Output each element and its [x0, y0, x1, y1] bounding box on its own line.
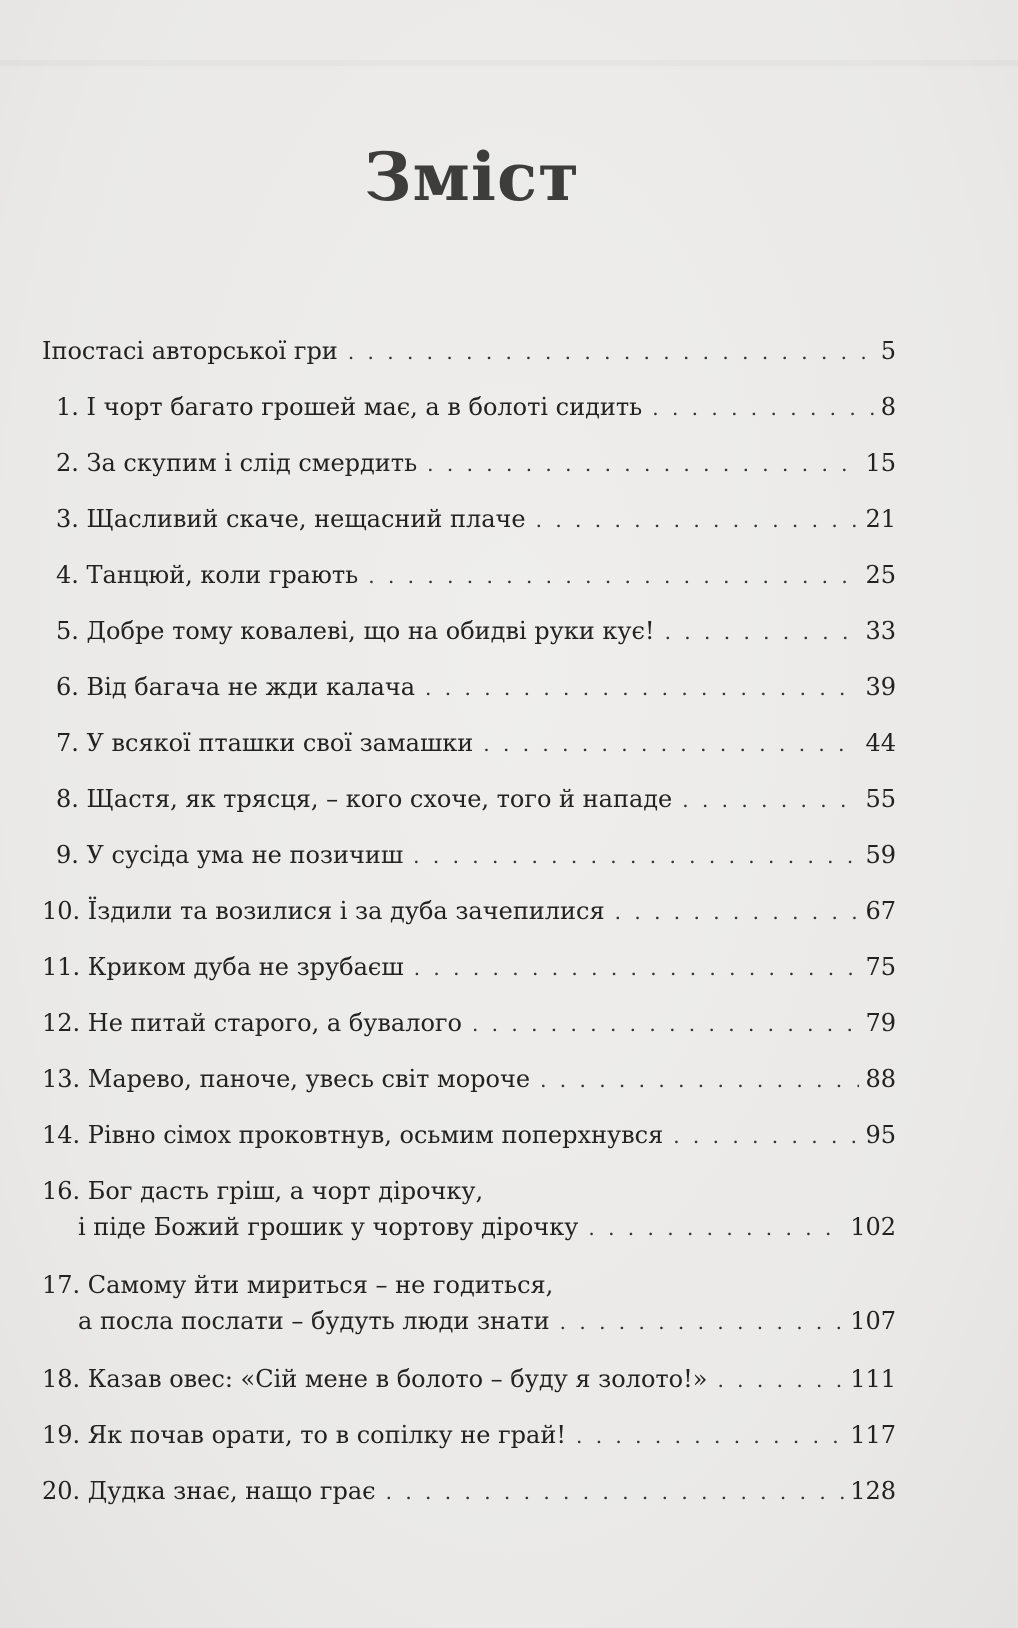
toc-page-number: 59: [865, 841, 896, 869]
toc-entry-line: [56, 725, 896, 762]
toc-entry-title: 12. Не питай старого, а бувалого: [42, 1009, 462, 1037]
dot-leader: [348, 334, 875, 370]
toc-entry-title: 2. За скупим і слід смердить: [56, 449, 418, 477]
toc-entry: [42, 1267, 896, 1361]
toc-page-number: 88: [865, 1065, 896, 1093]
toc-page-number: 15: [865, 449, 896, 477]
dot-leader: [540, 1062, 859, 1098]
toc-entry-line: [56, 389, 896, 426]
toc-entry: [42, 1061, 896, 1117]
toc-entry-title: 13. Марево, паноче, увесь світ мороче: [42, 1065, 531, 1093]
toc-entry: [42, 1173, 896, 1267]
toc-page-number: 75: [865, 953, 896, 981]
toc-entry: [42, 1117, 896, 1173]
toc-entry-title: 17. Самому йти мириться – не годиться,: [42, 1271, 554, 1299]
dot-leader: [665, 614, 860, 650]
toc-entry: [42, 1361, 896, 1417]
toc-entry-title: 10. Їздили та возилися і за дуба зачепилися: [42, 897, 605, 925]
toc-page-number: 33: [865, 617, 896, 645]
toc-entry-continuation: [42, 1303, 896, 1340]
toc-entry-line: [42, 1417, 896, 1454]
toc-entry-line: [42, 1473, 896, 1510]
toc-page-number: 111: [850, 1365, 896, 1393]
dot-leader: [386, 1474, 845, 1510]
toc-entry-line: [42, 1117, 896, 1154]
toc-page-number: 128: [850, 1477, 896, 1505]
toc-entry-title: 18. Казав овес: «Сій мене в болото – буду я золото!»: [42, 1365, 708, 1393]
dot-leader: [673, 1118, 859, 1154]
dot-leader: [560, 1304, 845, 1340]
toc-entry: [42, 1005, 896, 1061]
toc-entry-line: [42, 949, 896, 986]
toc-entry-title: 7. У всякої пташки свої замашки: [56, 729, 474, 757]
toc-entry: [42, 1417, 896, 1473]
dot-leader: [427, 446, 859, 482]
toc-entry-title: Іпостасі авторської гри: [42, 337, 338, 365]
toc-entry: [42, 837, 896, 893]
toc-entry: [42, 445, 896, 501]
toc-entry: [42, 389, 896, 445]
table-of-contents: [42, 333, 896, 1529]
toc-entry-title: 1. І чорт багато грошей має, а в болоті сидить: [56, 393, 643, 421]
toc-entry-line: [56, 501, 896, 538]
toc-entry: [42, 949, 896, 1005]
toc-entry: [42, 557, 896, 613]
toc-page-number: 5: [880, 337, 896, 365]
toc-entry-continuation: [42, 1209, 896, 1246]
toc-entry-title: 14. Рівно сімох проковтнув, осьмим поперхнувся: [42, 1121, 664, 1149]
toc-entry: [42, 333, 896, 389]
toc-entry-line: [42, 1005, 896, 1042]
toc-page-number: 25: [865, 561, 896, 589]
toc-entry: [42, 1473, 896, 1529]
toc-entry-line: [42, 893, 896, 930]
dot-leader: [652, 390, 874, 426]
toc-page-number: 55: [865, 785, 896, 813]
toc-entry: [42, 725, 896, 781]
toc-entry-line: [56, 557, 896, 594]
toc-entry: [42, 501, 896, 557]
toc-page-number: 8: [880, 393, 896, 421]
toc-entry-line: [42, 1061, 896, 1098]
dot-leader: [588, 1210, 844, 1246]
toc-page-number: 117: [850, 1421, 896, 1449]
dot-leader: [536, 502, 860, 538]
toc-entry-line: [42, 333, 896, 370]
toc-entry-title: 6. Від багача не жди калача: [56, 673, 416, 701]
toc-page-number: 21: [865, 505, 896, 533]
toc-entry: [42, 781, 896, 837]
toc-page-number: 79: [865, 1009, 896, 1037]
toc-entry-line: [42, 1173, 896, 1209]
toc-entry-line: [56, 837, 896, 874]
toc-entry: [42, 669, 896, 725]
toc-page-number: 44: [865, 729, 896, 757]
toc-entry-line: [56, 781, 896, 818]
dot-leader: [425, 670, 859, 706]
dot-leader: [717, 1362, 844, 1398]
toc-entry-title: 3. Щасливий скаче, нещасний плаче: [56, 505, 526, 533]
dot-leader: [483, 726, 859, 762]
toc-page-number: 39: [865, 673, 896, 701]
toc-entry-line: [42, 1267, 896, 1303]
toc-entry-line: [56, 445, 896, 482]
dot-leader: [368, 558, 859, 594]
toc-page-number: 95: [865, 1121, 896, 1149]
toc-entry-title: 4. Танцюй, коли грають: [56, 561, 359, 589]
toc-entry-title: а посла послати – будуть люди знати: [78, 1307, 550, 1335]
toc-entry-line: [56, 613, 896, 650]
toc-entry-title: 19. Як почав орати, то в сопілку не грай!: [42, 1421, 566, 1449]
toc-entry-title: 9. У сусіда ума не позичиш: [56, 841, 404, 869]
dot-leader: [615, 894, 860, 930]
toc-entry-title: і піде Божий грошик у чортову дірочку: [78, 1213, 579, 1241]
page-title: Зміст: [363, 138, 581, 216]
dot-leader: [414, 950, 860, 986]
toc-entry-title: 11. Криком дуба не зрубаєш: [42, 953, 404, 981]
toc-entry-title: 8. Щастя, як трясця, – кого схоче, того й нападе: [56, 785, 673, 813]
toc-entry: [42, 613, 896, 669]
toc-entry-title: 5. Добре тому ковалеві, що на обидві руки кує!: [56, 617, 655, 645]
dot-leader: [413, 838, 859, 874]
toc-entry-line: [56, 669, 896, 706]
page-bleed-through: [0, 60, 1018, 66]
toc-entry-line: [42, 1361, 896, 1398]
toc-page-number: 107: [850, 1307, 896, 1335]
toc-page-number: 102: [850, 1213, 896, 1241]
dot-leader: [576, 1418, 844, 1454]
toc-entry-title: 20. Дудка знає, нащо грає: [42, 1477, 376, 1505]
toc-entry: [42, 893, 896, 949]
toc-entry-title: 16. Бог дасть гріш, а чорт дірочку,: [42, 1177, 484, 1205]
dot-leader: [682, 782, 859, 818]
dot-leader: [472, 1006, 860, 1042]
toc-page-number: 67: [865, 897, 896, 925]
